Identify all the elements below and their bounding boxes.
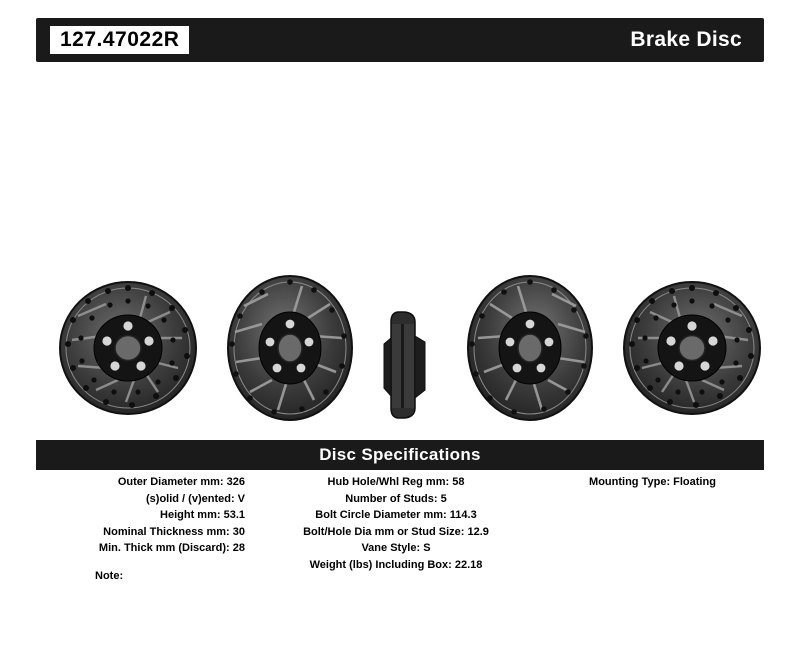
spec-columns bbox=[36, 474, 764, 573]
spec-item: Height mm: 53.1 bbox=[160, 509, 245, 521]
header-bar bbox=[36, 18, 764, 62]
note-label: Note: bbox=[95, 570, 124, 582]
rotor-edge-profile bbox=[381, 308, 437, 426]
rotor-face-drilled-slotted-left bbox=[48, 268, 208, 428]
spec-column-left bbox=[36, 474, 251, 557]
note-field bbox=[95, 570, 123, 582]
spec-item: Hub Hole/Whl Reg mm: 58 bbox=[327, 476, 465, 488]
spec-item: Min. Thick mm (Discard): 28 bbox=[98, 542, 245, 554]
spec-item: Vane Style: S bbox=[361, 542, 431, 554]
spec-item: Bolt Circle Diameter mm: 114.3 bbox=[315, 509, 477, 521]
page-title: Brake Disc bbox=[630, 28, 742, 51]
rotor-face-slotted-angled-right bbox=[448, 262, 616, 434]
spec-column-middle bbox=[251, 474, 541, 573]
spec-item: Number of Studs: 5 bbox=[345, 492, 447, 505]
spec-item: Nominal Thickness mm: 30 bbox=[103, 525, 245, 538]
spec-item: Weight (lbs) Including Box: 22.18 bbox=[309, 558, 483, 571]
spec-item: Bolt/Hole Dia mm or Stud Size: 12.9 bbox=[303, 525, 489, 538]
rotor-face-drilled-slotted-right bbox=[614, 268, 774, 428]
spec-item: Outer Diameter mm: 326 bbox=[117, 476, 245, 488]
product-images bbox=[36, 260, 764, 435]
spec-section-title: Disc Specifications bbox=[36, 440, 764, 470]
spec-item: Mounting Type: Floating bbox=[589, 476, 716, 488]
rotor-face-slotted-angled bbox=[204, 262, 372, 434]
part-number: 127.47022R bbox=[50, 26, 189, 54]
spec-item: (s)olid / (v)ented: V bbox=[146, 492, 245, 505]
spec-column-right bbox=[541, 474, 764, 491]
